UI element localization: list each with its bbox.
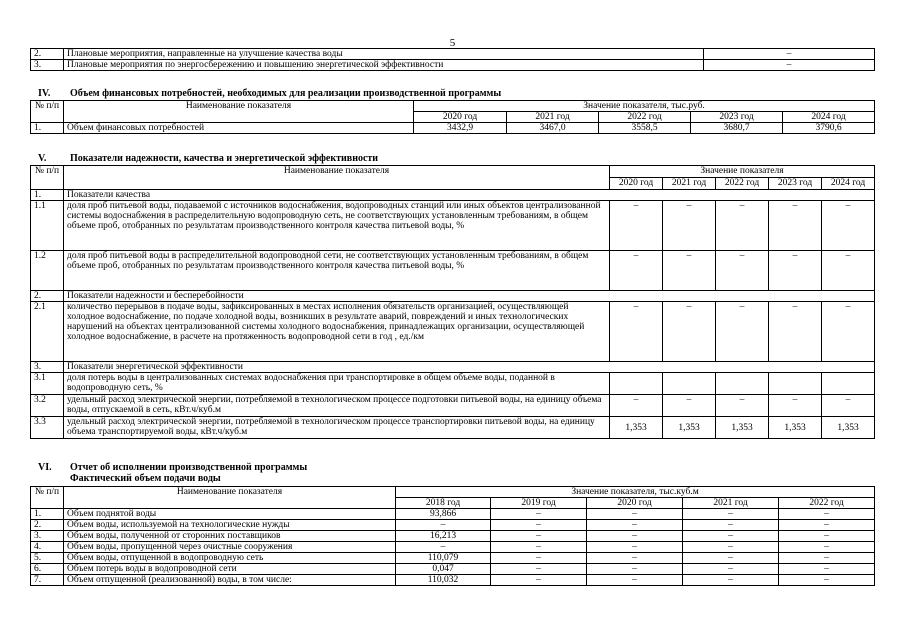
row-value: – xyxy=(779,520,875,531)
row-value: – xyxy=(716,395,769,417)
year-header: 2018 год xyxy=(396,498,491,509)
row-value: – xyxy=(822,201,875,251)
financial-table xyxy=(30,100,875,134)
section-number: V. xyxy=(38,153,47,164)
row-value: – xyxy=(822,395,875,417)
row-number: 1. xyxy=(31,123,64,134)
row-value xyxy=(769,373,822,395)
row-value: 3558,5 xyxy=(599,123,691,134)
row-number: 1.2 xyxy=(31,251,64,291)
table-header-row xyxy=(31,487,875,498)
year-header: 2021 год xyxy=(507,112,599,123)
row-value: 3680,7 xyxy=(691,123,783,134)
row-name: Объем отпущенной (реализованной) воды, в том числе: xyxy=(64,575,396,586)
row-name: Объем воды, используемой на технологические нужды xyxy=(64,520,396,531)
row-value: 1,353 xyxy=(822,417,875,439)
row-value: 3790,6 xyxy=(783,123,875,134)
section-number: IV. xyxy=(38,88,51,99)
header-number: № п/п xyxy=(31,166,64,190)
section-4-heading xyxy=(38,88,501,99)
row-value: – xyxy=(663,302,716,362)
row-value: – xyxy=(491,564,587,575)
row-value: – xyxy=(610,251,663,291)
row-value xyxy=(716,373,769,395)
year-header: 2024 год xyxy=(783,112,875,123)
table-row xyxy=(31,123,875,134)
section-title: Показатели надежности, качества и энергетической эффективности xyxy=(70,153,379,164)
row-number: 2. xyxy=(31,291,64,302)
row-number: 3. xyxy=(31,362,64,373)
row-value: – xyxy=(822,251,875,291)
row-value: – xyxy=(779,564,875,575)
row-value: – xyxy=(396,520,491,531)
row-value: – xyxy=(769,395,822,417)
row-value: – xyxy=(716,302,769,362)
year-header: 2024 год xyxy=(822,178,875,190)
row-name: удельный расход электрической энергии, потребляемой в технологическом процессе подготовки питьевой воды, на единицу объема воды, отпускаемой в сеть, кВт.ч/куб.м xyxy=(64,395,610,417)
row-number: 1. xyxy=(31,190,64,201)
row-value: – xyxy=(396,542,491,553)
row-name: Показатели энергетической эффективности xyxy=(64,362,875,373)
table-row xyxy=(31,373,875,395)
row-value: 16,213 xyxy=(396,531,491,542)
row-value: – xyxy=(779,531,875,542)
row-value: – xyxy=(610,201,663,251)
row-value: 0,047 xyxy=(396,564,491,575)
table-row xyxy=(31,575,875,586)
row-number: 5. xyxy=(31,553,64,564)
row-number: 2. xyxy=(31,49,64,60)
row-value: – xyxy=(491,509,587,520)
table-row xyxy=(31,251,875,291)
row-value: – xyxy=(683,542,779,553)
row-value: – xyxy=(769,302,822,362)
section-title: Отчет об исполнении производственной программы xyxy=(70,462,308,473)
row-value: – xyxy=(716,201,769,251)
row-value: 110,079 xyxy=(396,553,491,564)
row-name: Показатели качества xyxy=(64,190,875,201)
row-value: 110,032 xyxy=(396,575,491,586)
header-name: Наименование показателя xyxy=(64,101,414,123)
year-header: 2022 год xyxy=(716,178,769,190)
row-value: 3467,0 xyxy=(507,123,599,134)
header-value: Значение показателя, тыс.куб.м xyxy=(396,487,875,498)
row-value: – xyxy=(587,531,683,542)
row-value: – xyxy=(491,553,587,564)
table-row xyxy=(31,564,875,575)
table-row xyxy=(31,509,875,520)
row-name: Плановые мероприятия по энергосбережению и повышению энергетической эффективности xyxy=(64,60,704,71)
row-value: – xyxy=(769,201,822,251)
year-header: 2022 год xyxy=(779,498,875,509)
row-value: – xyxy=(491,520,587,531)
row-number: 7. xyxy=(31,575,64,586)
row-value: 1,353 xyxy=(663,417,716,439)
section-6-heading xyxy=(38,462,307,473)
row-value: 1,353 xyxy=(769,417,822,439)
group-row xyxy=(31,190,875,201)
row-value: 1,353 xyxy=(610,417,663,439)
row-value: – xyxy=(779,542,875,553)
row-value: – xyxy=(587,509,683,520)
row-value: – xyxy=(704,49,875,60)
table-row xyxy=(31,520,875,531)
top-table xyxy=(30,48,875,71)
row-value: – xyxy=(779,509,875,520)
section-number: VI. xyxy=(38,462,52,473)
row-value: – xyxy=(587,575,683,586)
row-value: – xyxy=(683,553,779,564)
row-number: 1.1 xyxy=(31,201,64,251)
year-header: 2023 год xyxy=(691,112,783,123)
row-value xyxy=(822,373,875,395)
row-value: 1,353 xyxy=(716,417,769,439)
year-header: 2020 год xyxy=(587,498,683,509)
row-value: – xyxy=(663,395,716,417)
header-number: № п/п xyxy=(31,101,64,123)
row-number: 3. xyxy=(31,60,64,71)
row-value xyxy=(610,373,663,395)
row-value: – xyxy=(587,520,683,531)
row-value: – xyxy=(769,251,822,291)
row-value: – xyxy=(683,520,779,531)
production-table xyxy=(30,486,875,586)
table-row xyxy=(31,553,875,564)
row-name: количество перерывов в подаче воды, зафиксированных в местах исполнения обязательств организацией, осуществляющей холодное водоснабжение, по подаче холодной воды, возникших в результате аварий, повреждений и иных технологических нарушений на объектах централизованной системы холодного водоснабжения, принадлежащих организации, осуществляющей холодное водоснабжение, в расчете на протяженность водопроводной сети в год , ед./км xyxy=(64,302,610,362)
table-header-row xyxy=(31,166,875,178)
group-row xyxy=(31,362,875,373)
row-value: – xyxy=(822,302,875,362)
row-value: – xyxy=(491,575,587,586)
row-value: – xyxy=(663,201,716,251)
header-name: Наименование показателя xyxy=(64,166,610,190)
section-5-heading xyxy=(38,153,378,164)
section-6-subtitle xyxy=(70,473,221,484)
table-row xyxy=(31,542,875,553)
table-row xyxy=(31,395,875,417)
row-value: – xyxy=(491,542,587,553)
year-header: 2022 год xyxy=(599,112,691,123)
year-header: 2021 год xyxy=(663,178,716,190)
row-value: – xyxy=(683,509,779,520)
year-header: 2023 год xyxy=(769,178,822,190)
header-name: Наименование показателя xyxy=(64,487,396,509)
table-row xyxy=(31,302,875,362)
row-name: доля проб питьевой воды в распределительной водопроводной сети, не соответствующих установленным требованиям, в общем объеме проб, отобранных по результатам производственного контроля качества питьевой воды, % xyxy=(64,251,610,291)
row-value: – xyxy=(587,564,683,575)
row-value: – xyxy=(716,251,769,291)
row-number: 3.2 xyxy=(31,395,64,417)
row-name: доля потерь воды в централизованных системах водоснабжения при транспортировке в общем объеме воды, поданной в водопроводную сеть, % xyxy=(64,373,610,395)
row-name: Объем воды, пропущенной через очистные сооружения xyxy=(64,542,396,553)
row-number: 4. xyxy=(31,542,64,553)
row-name: доля проб питьевой воды, подаваемой с источников водоснабжения, водопроводных станций или иных объектов централизованной системы водоснабжения в распределительную водопроводную сеть, не соответствующих установленным требованиям, в общем объеме проб, отобранных по результатам производственного контроля качества питьевой воды, % xyxy=(64,201,610,251)
row-value: – xyxy=(683,575,779,586)
row-name: Показатели надежности и бесперебойности xyxy=(64,291,875,302)
row-number: 2. xyxy=(31,520,64,531)
row-value: – xyxy=(491,531,587,542)
section-title: Объем финансовых потребностей, необходимых для реализации производственной программы xyxy=(70,88,502,99)
row-number: 6. xyxy=(31,564,64,575)
row-name: Объем воды, отпущенной в водопроводную сеть xyxy=(64,553,396,564)
row-number: 3. xyxy=(31,531,64,542)
header-value: Значение показателя xyxy=(610,166,875,178)
year-header: 2021 год xyxy=(683,498,779,509)
year-header: 2019 год xyxy=(491,498,587,509)
row-value: – xyxy=(610,395,663,417)
row-value: 93,866 xyxy=(396,509,491,520)
table-row xyxy=(31,417,875,439)
table-row xyxy=(31,60,875,71)
row-number: 3.3 xyxy=(31,417,64,439)
row-number: 1. xyxy=(31,509,64,520)
row-value: – xyxy=(587,553,683,564)
row-value: – xyxy=(663,251,716,291)
row-value: 3432,9 xyxy=(414,123,507,134)
header-number: № п/п xyxy=(31,487,64,509)
row-name: Плановые мероприятия, направленные на улучшение качества воды xyxy=(64,49,704,60)
year-header: 2020 год xyxy=(414,112,507,123)
table-row xyxy=(31,531,875,542)
row-value: – xyxy=(779,575,875,586)
header-value: Значение показателя, тыс.руб. xyxy=(414,101,875,112)
section-subtitle: Фактический объем подачи воды xyxy=(70,473,221,484)
page-number: 5 xyxy=(449,37,456,49)
row-name: Объем потерь воды в водопроводной сети xyxy=(64,564,396,575)
row-value: – xyxy=(610,302,663,362)
row-name: Объем финансовых потребностей xyxy=(64,123,414,134)
table-row xyxy=(31,201,875,251)
year-header: 2020 год xyxy=(610,178,663,190)
table-row xyxy=(31,49,875,60)
group-row xyxy=(31,291,875,302)
row-value: – xyxy=(683,531,779,542)
row-name: Объем воды, полученной от сторонних поставщиков xyxy=(64,531,396,542)
table-header-row xyxy=(31,101,875,112)
row-value: – xyxy=(704,60,875,71)
row-value xyxy=(663,373,716,395)
row-name: Объем поднятой воды xyxy=(64,509,396,520)
indicators-table xyxy=(30,165,875,439)
row-value: – xyxy=(587,542,683,553)
row-name: удельный расход электрической энергии, потребляемой в технологическом процессе транспортировки питьевой воды, на единицу объема транспортируемой воды, кВт.ч/куб.м xyxy=(64,417,610,439)
row-value: – xyxy=(683,564,779,575)
row-value: – xyxy=(779,553,875,564)
row-number: 2.1 xyxy=(31,302,64,362)
row-number: 3.1 xyxy=(31,373,64,395)
